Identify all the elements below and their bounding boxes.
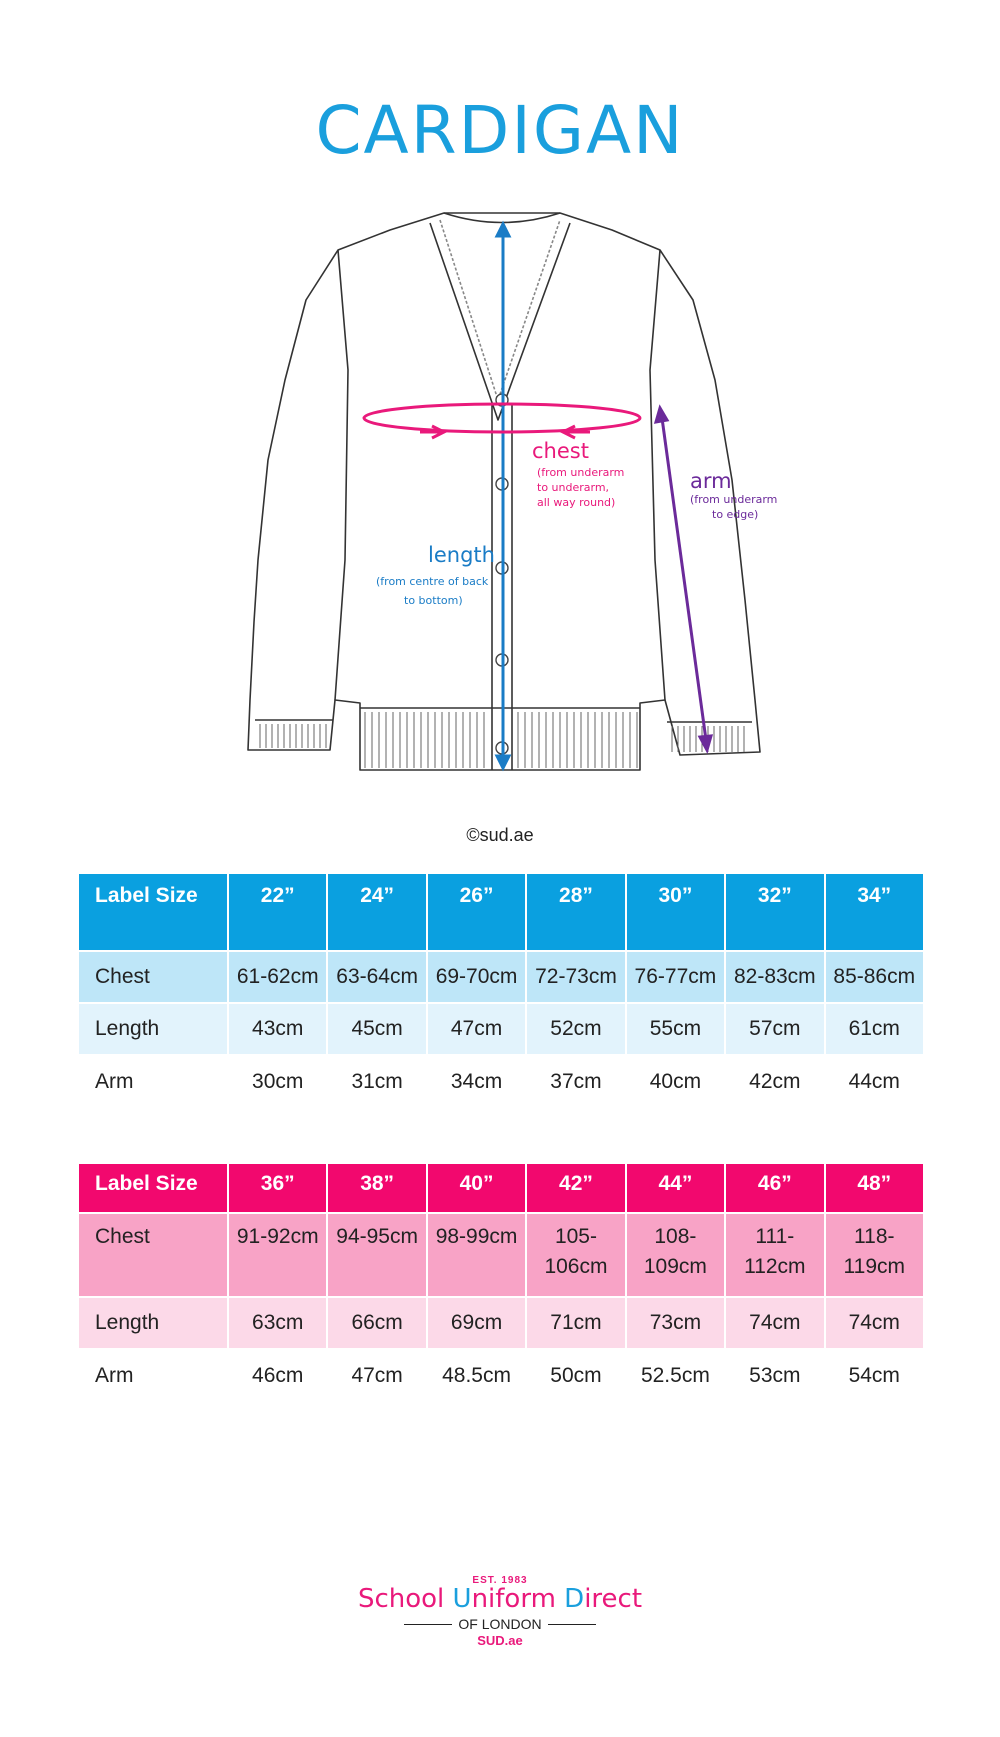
table-cell: 91-92cm [228, 1213, 327, 1297]
table-cell: 45cm [327, 1003, 426, 1055]
table-cell: 108- 109cm [626, 1213, 725, 1297]
table-cell: 69-70cm [427, 951, 526, 1003]
header-size: 30” [626, 873, 725, 951]
header-size: 34” [825, 873, 924, 951]
copyright: ©sud.ae [466, 825, 534, 845]
table-cell: 57cm [725, 1003, 824, 1055]
logo-brand-part: irect [584, 1584, 643, 1614]
logo-brand-name [0, 1584, 1000, 1614]
table-cell: 37cm [526, 1055, 625, 1109]
size-table-small [77, 872, 925, 1110]
table-cell: 44cm [825, 1055, 924, 1109]
arm-label: arm [690, 469, 732, 493]
table-cell: 71cm [526, 1297, 625, 1349]
logo-subtitle: OF LONDON [458, 1616, 542, 1632]
table-cell: 74cm [725, 1297, 824, 1349]
logo-brand-part: School [357, 1584, 453, 1614]
table-cell: 47cm [327, 1349, 426, 1403]
chest-note-1: (from underarm [537, 466, 625, 479]
row-label: Length [78, 1297, 228, 1349]
logo-brand-part: niform [471, 1584, 565, 1614]
arm-note-1: (from underarm [690, 493, 778, 506]
table-cell: 30cm [228, 1055, 327, 1109]
row-label: Length [78, 1003, 228, 1055]
size-table-large [77, 1162, 925, 1404]
table-cell: 63-64cm [327, 951, 426, 1003]
logo-brand-part: D [564, 1584, 585, 1614]
table-cell: 31cm [327, 1055, 426, 1109]
header-size: 32” [725, 873, 824, 951]
table-cell: 76-77cm [626, 951, 725, 1003]
row-label: Arm [78, 1055, 228, 1109]
table-cell: 85-86cm [825, 951, 924, 1003]
length-note-1: (from centre of back [376, 575, 489, 588]
cardigan-illustration [0, 0, 1000, 800]
table-cell: 74cm [825, 1297, 924, 1349]
header-label-size: Label Size [78, 1163, 228, 1213]
header-size: 36” [228, 1163, 327, 1213]
table-cell: 34cm [427, 1055, 526, 1109]
table-cell: 63cm [228, 1297, 327, 1349]
table-cell: 54cm [825, 1349, 924, 1403]
table-cell: 46cm [228, 1349, 327, 1403]
table-cell: 53cm [725, 1349, 824, 1403]
table-cell: 47cm [427, 1003, 526, 1055]
chest-note-2: to underarm, [537, 481, 610, 494]
brand-logo [0, 1575, 1000, 1648]
header-size: 24” [327, 873, 426, 951]
table-cell: 98-99cm [427, 1213, 526, 1297]
logo-subtitle-row [0, 1616, 1000, 1632]
table-header-row [78, 1163, 924, 1213]
row-label: Arm [78, 1349, 228, 1403]
header-size: 28” [526, 873, 625, 951]
table-cell: 118- 119cm [825, 1213, 924, 1297]
table-cell: 94-95cm [327, 1213, 426, 1297]
table-cell: 40cm [626, 1055, 725, 1109]
header-size: 46” [725, 1163, 824, 1213]
header-size: 38” [327, 1163, 426, 1213]
header-size: 40” [427, 1163, 526, 1213]
table-row-chest [78, 951, 924, 1003]
table-row-length [78, 1003, 924, 1055]
table-cell: 42cm [725, 1055, 824, 1109]
table-cell: 105- 106cm [526, 1213, 625, 1297]
row-label: Chest [78, 951, 228, 1003]
chest-label: chest [532, 439, 589, 463]
table-row-length [78, 1297, 924, 1349]
header-label-size: Label Size [78, 873, 228, 951]
header-size: 48” [825, 1163, 924, 1213]
divider [548, 1624, 596, 1625]
logo-website: SUD.ae [477, 1633, 523, 1648]
chest-note-3: all way round) [537, 496, 616, 509]
table-header-row [78, 873, 924, 951]
table-cell: 73cm [626, 1297, 725, 1349]
length-label: length [428, 543, 495, 567]
table-cell: 66cm [327, 1297, 426, 1349]
logo-brand-part: U [452, 1584, 472, 1614]
header-size: 44” [626, 1163, 725, 1213]
divider [404, 1624, 452, 1625]
table-cell: 61-62cm [228, 951, 327, 1003]
header-size: 26” [427, 873, 526, 951]
table-cell: 50cm [526, 1349, 625, 1403]
table-cell: 55cm [626, 1003, 725, 1055]
table-cell: 82-83cm [725, 951, 824, 1003]
table-cell: 52.5cm [626, 1349, 725, 1403]
table-row-arm [78, 1055, 924, 1109]
table-cell: 72-73cm [526, 951, 625, 1003]
length-note-2: to bottom) [404, 594, 463, 607]
row-label: Chest [78, 1213, 228, 1297]
table-cell: 48.5cm [427, 1349, 526, 1403]
logo-established: EST. 1983 [472, 1575, 528, 1586]
arm-note-2: to edge) [712, 508, 759, 521]
table-cell: 69cm [427, 1297, 526, 1349]
page-title: CARDIGAN [315, 92, 685, 169]
header-size: 22” [228, 873, 327, 951]
table-cell: 111- 112cm [725, 1213, 824, 1297]
table-row-arm [78, 1349, 924, 1403]
table-cell: 43cm [228, 1003, 327, 1055]
header-size: 42” [526, 1163, 625, 1213]
table-row-chest [78, 1213, 924, 1297]
table-cell: 52cm [526, 1003, 625, 1055]
table-cell: 61cm [825, 1003, 924, 1055]
